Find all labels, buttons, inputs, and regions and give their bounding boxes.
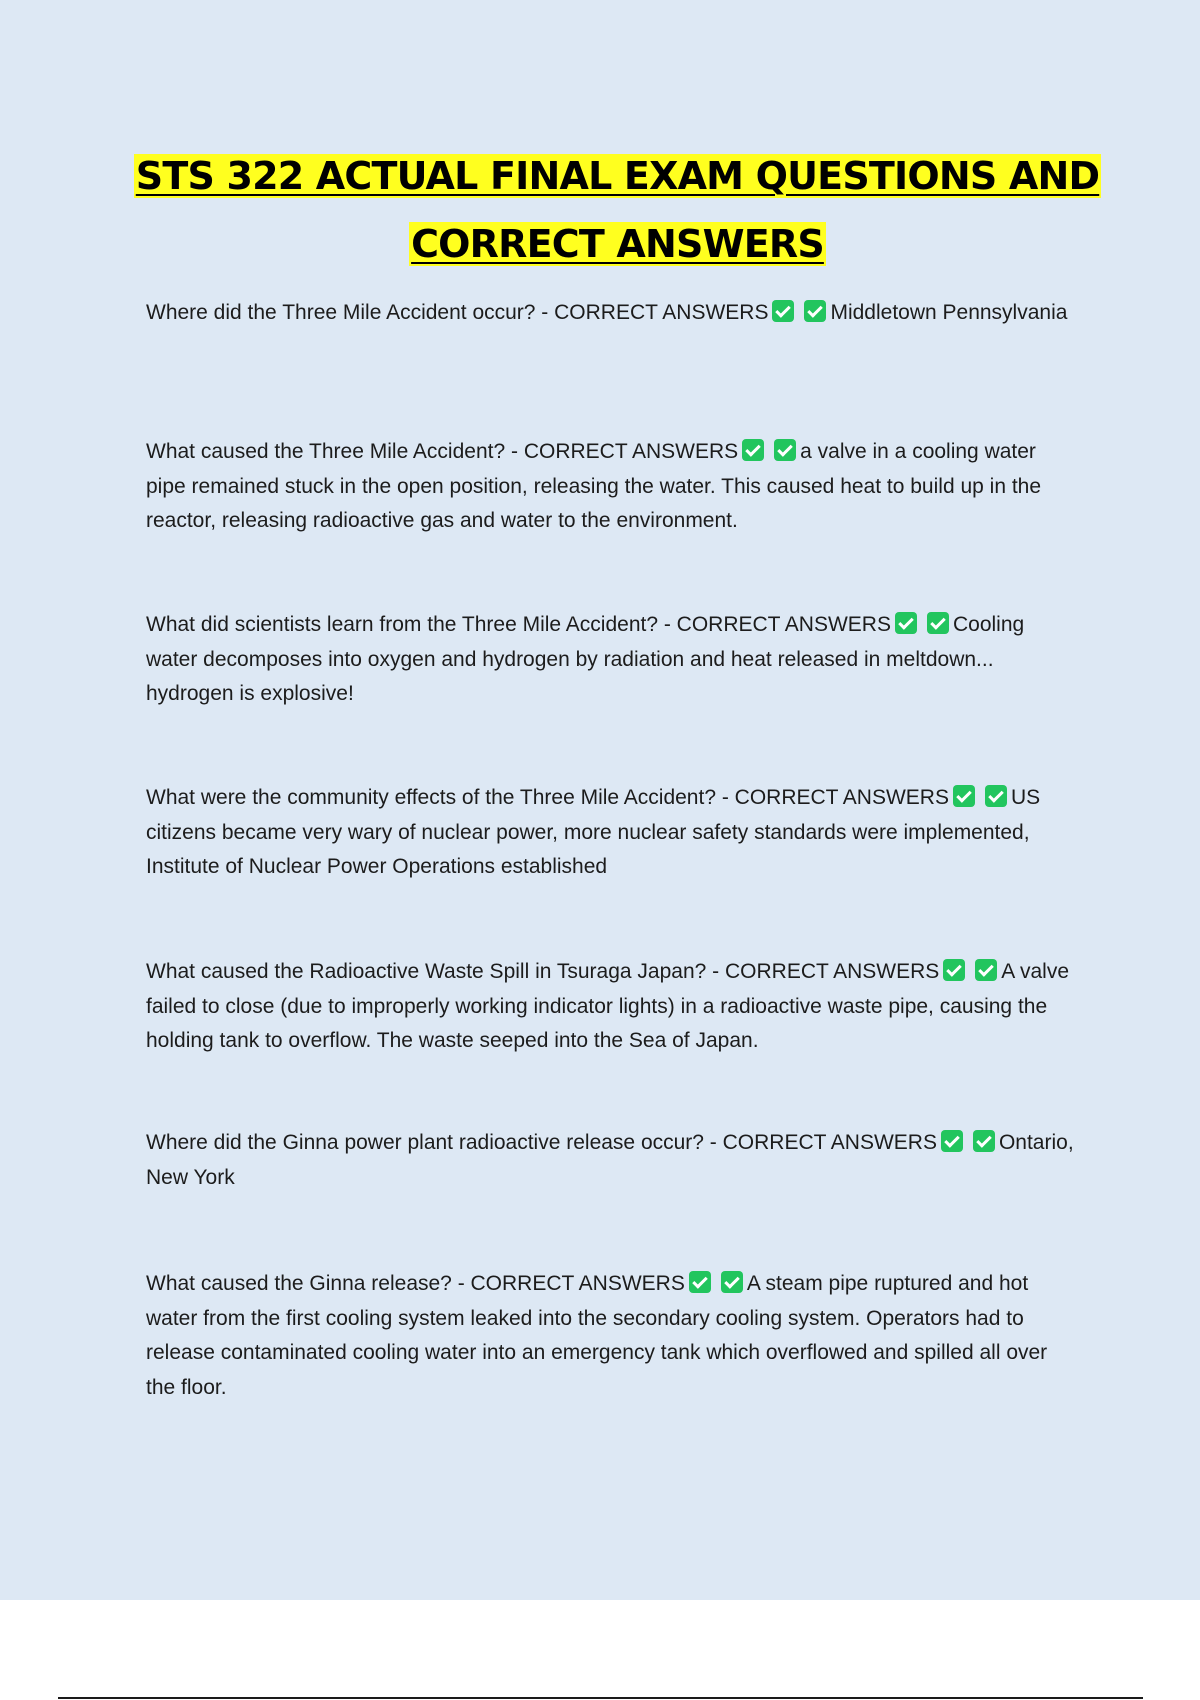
document-title bbox=[130, 142, 1105, 278]
answer-marker: CORRECT ANSWERS bbox=[523, 440, 739, 463]
answer-marker: CORRECT ANSWERS bbox=[470, 1272, 685, 1295]
qa-item bbox=[146, 608, 1081, 712]
answer-marker: CORRECT ANSWERS bbox=[724, 960, 940, 983]
title-line-2: CORRECT ANSWERS bbox=[411, 222, 824, 266]
answer-marker: CORRECT ANSWERS bbox=[676, 613, 891, 636]
checkmark-icon bbox=[721, 1271, 743, 1293]
checkmark-icon bbox=[985, 785, 1007, 807]
checkmark-icon bbox=[927, 612, 949, 634]
qa-item bbox=[146, 1267, 1081, 1405]
question-text: Where did the Ginna power plant radioactive release occur? - bbox=[146, 1131, 723, 1154]
checkmark-icon bbox=[772, 300, 794, 322]
answer-text: US citizens became very wary of nuclear power, more nuclear safety standards were implemented, Institute of Nuclear Power Operations established bbox=[146, 786, 1041, 878]
question-text: What caused the Ginna release? - bbox=[146, 1272, 471, 1295]
answer-text: A valve failed to close (due to improperly working indicator lights) in a radioactive waste pipe, causing the holding tank to overflow. The waste seeped into the Sea of Japan. bbox=[146, 960, 1070, 1052]
checkmark-icon bbox=[689, 1271, 711, 1293]
answer-text: Cooling water decomposes into oxygen and hydrogen by radiation and heat released in meltdown... hydrogen is explosive! bbox=[146, 613, 1025, 705]
answer-text: A steam pipe ruptured and hot water from the first cooling system leaked into the secondary cooling system. Operators had to release contaminated cooling water into an emergency tank which overflowed and spilled all over the floor. bbox=[146, 1272, 1048, 1399]
checkmark-icon bbox=[943, 959, 965, 981]
answer-marker: CORRECT ANSWERS bbox=[734, 786, 949, 809]
question-text: What were the community effects of the Three Mile Accident? - bbox=[146, 786, 735, 809]
qa-item bbox=[146, 781, 1081, 885]
checkmark-icon bbox=[973, 1130, 995, 1152]
checkmark-icon bbox=[804, 300, 826, 322]
checkmark-icon bbox=[953, 785, 975, 807]
answer-marker: CORRECT ANSWERS bbox=[722, 1131, 937, 1154]
qa-item bbox=[146, 296, 1081, 331]
question-text: Where did the Three Mile Accident occur? - bbox=[146, 301, 555, 324]
answer-text: Ontario, New York bbox=[146, 1131, 1074, 1189]
checkmark-icon bbox=[941, 1130, 963, 1152]
footer-divider bbox=[58, 1697, 1143, 1699]
question-text: What caused the Three Mile Accident? - bbox=[146, 440, 524, 463]
checkmark-icon bbox=[742, 439, 764, 461]
question-text: What did scientists learn from the Three Mile Accident? - bbox=[146, 613, 677, 636]
answer-text: Middletown Pennsylvania bbox=[830, 301, 1068, 324]
checkmark-icon bbox=[975, 959, 997, 981]
question-text: What caused the Radioactive Waste Spill in Tsuraga Japan? - bbox=[146, 960, 725, 983]
title-line-1: STS 322 ACTUAL FINAL EXAM QUESTIONS AND bbox=[135, 154, 1100, 198]
answer-text: a valve in a cooling water pipe remained stuck in the open position, releasing the water. This caused heat to build up in the reactor, releasing radioactive gas and water to the environment. bbox=[146, 440, 1042, 532]
answer-marker: CORRECT ANSWERS bbox=[554, 301, 769, 324]
checkmark-icon bbox=[774, 439, 796, 461]
qa-item bbox=[146, 955, 1081, 1059]
qa-item bbox=[146, 1126, 1081, 1195]
checkmark-icon bbox=[895, 612, 917, 634]
qa-item bbox=[146, 435, 1081, 539]
